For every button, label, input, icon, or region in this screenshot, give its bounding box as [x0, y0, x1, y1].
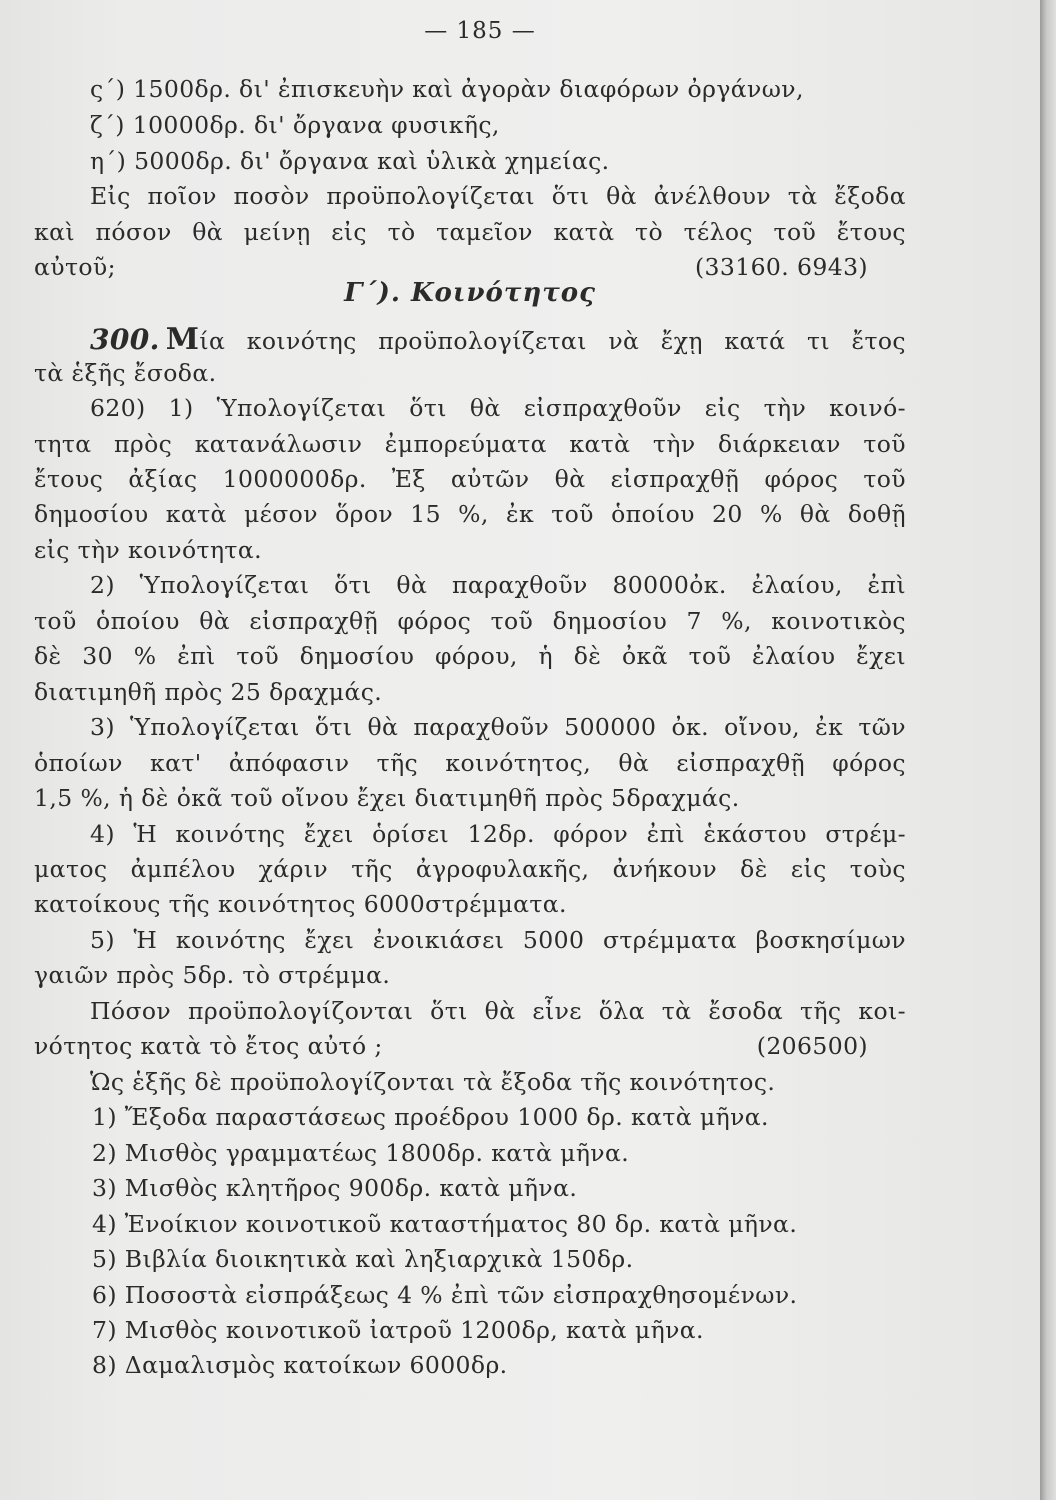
text-line: 1,5 %, ἡ δὲ ὀκᾶ τοῦ οἴνου ἔχει διατιμηθῆ πρὸς 5δραχμάς.: [34, 784, 740, 812]
text-line: 620) 1) Ὑπολογίζεται ὅτι θὰ εἰσπραχθοῦν εἰς τὴν κοινό-: [90, 394, 906, 422]
expense-item: 8) Δαμαλισμὸς κατοίκων 6000δρ.: [92, 1351, 508, 1379]
page-edge: [1040, 0, 1056, 1500]
text-line: η΄) 5000δρ. δι' ὄργανα καὶ ὑλικὰ χημείας.: [90, 147, 610, 175]
expense-item: 5) Βιβλία διοικητικὰ καὶ ληξιαρχικὰ 150δρ.: [92, 1245, 634, 1273]
text-fragment: αὐτοῦ;: [34, 253, 116, 281]
text-line: δημοσίου κατὰ μέσον ὅρον 15 %, ἐκ τοῦ ὁποίου 20 % θὰ δοθῇ: [34, 500, 906, 528]
text-line: 2) Ὑπολογίζεται ὅτι θὰ παραχθοῦν 80000ὀκ. ἐλαίου, ἐπὶ: [90, 571, 906, 599]
expense-item: 4) Ἐνοίκιον κοινοτικοῦ καταστήματος 80 δρ. κατὰ μῆνα.: [92, 1210, 798, 1238]
expense-item: 2) Μισθὸς γραμματέως 1800δρ. κατὰ μῆνα.: [92, 1139, 630, 1167]
text-line-with-answer: [34, 253, 906, 281]
expense-item: 3) Μισθὸς κλητῆρος 900δρ. κατὰ μῆνα.: [92, 1174, 578, 1202]
answer: (33160. 6943): [694, 253, 868, 281]
text-line: 3) Ὑπολογίζεται ὅτι θὰ παραχθοῦν 500000 ὀκ. οἴνου, ἐκ τῶν: [90, 713, 906, 741]
text-line: τητα πρὸς κατανάλωσιν ἐμπορεύματα κατὰ τὴν διάρκειαν τοῦ: [34, 430, 906, 458]
text-line: τοῦ ὁποίου θὰ εἰσπραχθῇ φόρος τοῦ δημοσίου 7 %, κοινοτικὸς: [34, 607, 906, 635]
text-line: τὰ ἑξῆς ἔσοδα.: [34, 359, 217, 387]
text-line: ματος ἀμπέλου χάριν τῆς ἀγροφυλακῆς, ἀνήκουν δὲ εἰς τοὺς: [34, 855, 906, 883]
text-line: ς΄) 1500δρ. δι' ἐπισκευὴν καὶ ἀγορὰν διαφόρων ὀργάνων,: [90, 75, 804, 103]
text-line: 4) Ἡ κοινότης ἔχει ὁρίσει 12δρ. φόρον ἐπὶ ἑκάστου στρέμ-: [90, 820, 906, 848]
text-line: Εἰς ποῖον ποσὸν προϋπολογίζεται ὅτι θὰ ἀνέλθουν τὰ ἔξοδα: [90, 182, 906, 210]
text-line: γαιῶν πρὸς 5δρ. τὸ στρέμμα.: [34, 961, 391, 989]
text-line: ὁποίων κατ' ἀπόφασιν τῆς κοινότητος, θὰ εἰσπραχθῇ φόρος: [34, 749, 906, 777]
text-line: ζ΄) 10000δρ. δι' ὄργανα φυσικῆς,: [90, 111, 500, 139]
problem-number: 300.: [90, 323, 160, 356]
section-heading: Γ΄). Κοινότητος: [344, 278, 596, 308]
text-line: Ὡς ἑξῆς δὲ προϋπολογίζονται τὰ ἔξοδα τῆς κοινότητος.: [90, 1068, 776, 1096]
text-line: 5) Ἡ κοινότης ἔχει ἐνοικιάσει 5000 στρέμματα βοσκησίμων: [90, 926, 906, 954]
text-line: ἔτους ἀξίας 1000000δρ. Ἐξ αὐτῶν θὰ εἰσπραχθῇ φόρος τοῦ: [34, 465, 906, 493]
text-line: κατοίκους τῆς κοινότητος 6000στρέμματα.: [34, 890, 567, 918]
expense-item: 6) Ποσοστὰ εἰσπράξεως 4 % ἐπὶ τῶν εἰσπραχθησομένων.: [92, 1281, 798, 1309]
text-fragment: ία κοινότης προϋπολογίζεται νὰ ἔχῃ κατά τι ἔτος: [199, 327, 906, 355]
page-number: — 185 —: [424, 18, 536, 44]
text-line: δὲ 30 % ἐπὶ τοῦ δημοσίου φόρου, ἡ δὲ ὀκᾶ τοῦ ἐλαίου ἔχει: [34, 642, 906, 670]
drop-cap: Μ: [165, 322, 200, 357]
text-line: Πόσον προϋπολογίζονται ὅτι θὰ εἶνε ὅλα τὰ ἔσοδα τῆς κοι-: [90, 997, 906, 1025]
problem-first-line: [90, 322, 906, 357]
text-line: εἰς τὴν κοινότητα.: [34, 536, 262, 564]
expense-item: 7) Μισθὸς κοινοτικοῦ ἰατροῦ 1200δρ, κατὰ μῆνα.: [92, 1316, 704, 1344]
text-line: διατιμηθῆ πρὸς 25 δραχμάς.: [34, 678, 383, 706]
answer: (206500): [756, 1032, 868, 1060]
text-fragment: νότητος κατὰ τὸ ἔτος αὐτό ;: [34, 1032, 383, 1060]
expense-item: 1) Ἔξοδα παραστάσεως προέδρου 1000 δρ. κατὰ μῆνα.: [92, 1103, 769, 1131]
text-line-with-answer: [34, 1032, 906, 1060]
text-line: καὶ πόσον θὰ μείνῃ εἰς τὸ ταμεῖον κατὰ τὸ τέλος τοῦ ἔτους: [34, 218, 906, 246]
